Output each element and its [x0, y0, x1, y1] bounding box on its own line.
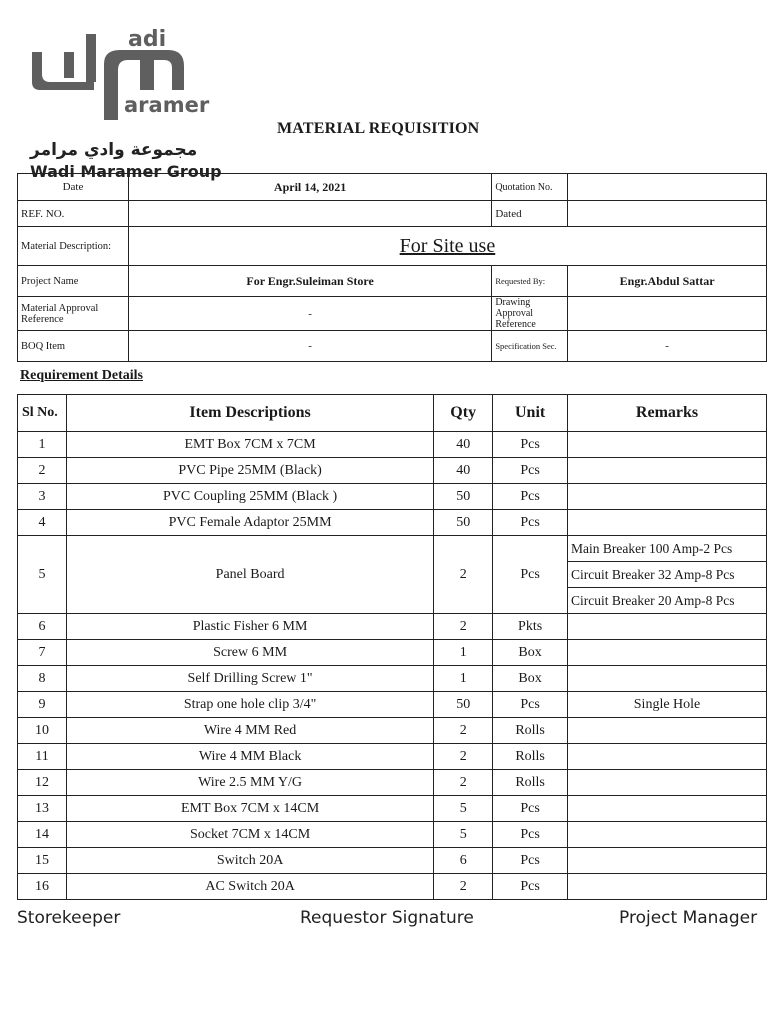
item-sl[interactable]: 1	[18, 432, 67, 458]
table-row	[18, 458, 767, 484]
requestor-signature-label: Requestor Signature	[300, 908, 474, 928]
item-desc[interactable]: PVC Pipe 25MM (Black)	[66, 458, 433, 484]
table-row	[18, 718, 767, 744]
header-info-table	[17, 173, 767, 362]
item-sl[interactable]: 4	[18, 510, 67, 536]
item-qty[interactable]: 2	[434, 718, 493, 744]
drawing-approval-label: Drawing Approval Reference	[492, 297, 568, 331]
table-row	[18, 874, 767, 900]
drawing-approval-value[interactable]	[568, 297, 767, 331]
specification-value[interactable]: -	[568, 331, 767, 362]
column-header-description: Item Descriptions	[66, 395, 433, 432]
item-qty[interactable]: 40	[434, 432, 493, 458]
item-sl[interactable]: 16	[18, 874, 67, 900]
company-logo	[28, 24, 248, 181]
column-header-unit: Unit	[493, 395, 568, 432]
logo-top-text: adi	[128, 27, 167, 52]
item-qty[interactable]: 40	[434, 458, 493, 484]
item-unit[interactable]: Pcs	[493, 458, 568, 484]
item-remarks[interactable]	[568, 874, 767, 900]
item-sl[interactable]: 14	[18, 822, 67, 848]
item-remarks[interactable]	[568, 770, 767, 796]
item-sl[interactable]: 8	[18, 666, 67, 692]
item-qty[interactable]: 2	[434, 536, 493, 614]
dated-label: Dated	[492, 201, 568, 227]
item-sl[interactable]: 10	[18, 718, 67, 744]
item-desc[interactable]: EMT Box 7CM x 14CM	[66, 796, 433, 822]
item-desc[interactable]: Screw 6 MM	[66, 640, 433, 666]
storekeeper-signature-label: Storekeeper	[17, 908, 121, 928]
item-qty[interactable]: 6	[434, 848, 493, 874]
item-remarks[interactable]	[568, 484, 767, 510]
logo-arabic-name: مجموعة وادي مرامر	[30, 140, 198, 160]
item-qty[interactable]: 2	[434, 770, 493, 796]
table-row	[18, 666, 767, 692]
item-remarks[interactable]: Single Hole	[568, 692, 767, 718]
item-sl[interactable]: 6	[18, 614, 67, 640]
column-header-sl: Sl No.	[18, 395, 67, 432]
item-sl[interactable]: 5	[18, 536, 67, 614]
table-row	[18, 614, 767, 640]
project-name-value[interactable]: For Engr.Suleiman Store	[128, 266, 491, 297]
item-unit[interactable]: Rolls	[493, 770, 568, 796]
item-qty[interactable]: 50	[434, 484, 493, 510]
item-qty[interactable]: 5	[434, 796, 493, 822]
requirement-items-table	[17, 394, 767, 900]
material-description-label: Material Description:	[18, 227, 129, 266]
item-unit[interactable]: Pcs	[493, 484, 568, 510]
item-remarks[interactable]	[568, 822, 767, 848]
table-row	[18, 744, 767, 770]
item-sl[interactable]: 2	[18, 458, 67, 484]
item-unit[interactable]: Pcs	[493, 432, 568, 458]
column-header-remarks: Remarks	[568, 395, 767, 432]
table-row	[18, 536, 767, 562]
item-desc[interactable]: PVC Female Adaptor 25MM	[66, 510, 433, 536]
item-desc[interactable]: Wire 2.5 MM Y/G	[66, 770, 433, 796]
item-sl[interactable]: 15	[18, 848, 67, 874]
material-approval-value[interactable]: -	[128, 297, 491, 331]
boq-item-label: BOQ Item	[18, 331, 129, 362]
requirement-details-heading: Requirement Details	[20, 368, 143, 383]
item-desc[interactable]: Wire 4 MM Black	[66, 744, 433, 770]
wadi-maramer-logo-icon	[28, 24, 248, 120]
item-desc[interactable]: Self Drilling Screw 1"	[66, 666, 433, 692]
item-sl[interactable]: 9	[18, 692, 67, 718]
item-unit[interactable]: Pcs	[493, 822, 568, 848]
item-qty[interactable]: 50	[434, 510, 493, 536]
requested-by-label: Requested By:	[492, 266, 568, 297]
item-unit[interactable]: Rolls	[493, 718, 568, 744]
item-qty[interactable]: 2	[434, 744, 493, 770]
item-desc[interactable]: Switch 20A	[66, 848, 433, 874]
table-row	[18, 796, 767, 822]
table-row	[18, 484, 767, 510]
item-qty[interactable]: 1	[434, 666, 493, 692]
item-sl[interactable]: 3	[18, 484, 67, 510]
item-remarks[interactable]	[568, 614, 767, 640]
table-row	[18, 640, 767, 666]
logo-group-name: Wadi Maramer Group	[30, 162, 222, 181]
document-title: MATERIAL REQUISITION	[277, 120, 480, 137]
item-unit[interactable]: Pkts	[493, 614, 568, 640]
item-unit[interactable]: Pcs	[493, 510, 568, 536]
item-qty[interactable]: 2	[434, 874, 493, 900]
table-row	[18, 848, 767, 874]
item-remarks[interactable]	[568, 666, 767, 692]
item-remarks[interactable]	[568, 510, 767, 536]
item-unit[interactable]: Box	[493, 666, 568, 692]
item-remarks[interactable]	[568, 640, 767, 666]
quotation-label: Quotation No.	[492, 174, 568, 201]
table-row	[18, 822, 767, 848]
item-remarks[interactable]	[568, 458, 767, 484]
logo-bottom-text: aramer	[124, 93, 210, 117]
material-approval-label: Material Approval Reference	[18, 297, 129, 331]
item-remarks[interactable]: Main Breaker 100 Amp-2 Pcs	[568, 536, 767, 562]
item-desc[interactable]: AC Switch 20A	[66, 874, 433, 900]
item-qty[interactable]: 50	[434, 692, 493, 718]
item-sl[interactable]: 13	[18, 796, 67, 822]
item-unit[interactable]: Pcs	[493, 874, 568, 900]
item-desc[interactable]: Panel Board	[66, 536, 433, 614]
item-desc[interactable]: Plastic Fisher 6 MM	[66, 614, 433, 640]
item-sl[interactable]: 11	[18, 744, 67, 770]
item-sl[interactable]: 7	[18, 640, 67, 666]
item-unit[interactable]: Box	[493, 640, 568, 666]
item-remarks[interactable]	[568, 744, 767, 770]
item-unit[interactable]: Pcs	[493, 796, 568, 822]
item-desc[interactable]: Wire 4 MM Red	[66, 718, 433, 744]
table-row	[18, 510, 767, 536]
specification-label: Specification Sec.	[492, 331, 568, 362]
item-desc[interactable]: Socket 7CM x 14CM	[66, 822, 433, 848]
requested-by-value[interactable]: Engr.Abdul Sattar	[568, 266, 767, 297]
item-qty[interactable]: 2	[434, 614, 493, 640]
date-value[interactable]: April 14, 2021	[128, 174, 491, 201]
boq-item-value[interactable]: -	[128, 331, 491, 362]
table-row	[18, 432, 767, 458]
item-desc[interactable]: PVC Coupling 25MM (Black )	[66, 484, 433, 510]
dated-value[interactable]	[568, 201, 767, 227]
item-remarks[interactable]	[568, 432, 767, 458]
date-label: Date	[18, 174, 129, 201]
item-unit[interactable]: Pcs	[493, 848, 568, 874]
item-remarks[interactable]	[568, 848, 767, 874]
item-remarks[interactable]	[568, 718, 767, 744]
item-unit[interactable]: Rolls	[493, 744, 568, 770]
column-header-qty: Qty	[434, 395, 493, 432]
project-name-label: Project Name	[18, 266, 129, 297]
ref-value[interactable]	[128, 201, 491, 227]
item-remarks[interactable]	[568, 796, 767, 822]
item-desc[interactable]: Strap one hole clip 3/4"	[66, 692, 433, 718]
item-desc[interactable]: EMT Box 7CM x 7CM	[66, 432, 433, 458]
material-description-value[interactable]: For Site use	[128, 227, 766, 266]
item-sl[interactable]: 12	[18, 770, 67, 796]
item-qty[interactable]: 5	[434, 822, 493, 848]
table-row	[18, 770, 767, 796]
item-qty[interactable]: 1	[434, 640, 493, 666]
project-manager-signature-label: Project Manager	[619, 908, 758, 928]
item-unit[interactable]: Pcs	[493, 536, 568, 614]
item-remarks[interactable]: Circuit Breaker 20 Amp-8 Pcs	[568, 588, 767, 614]
table-row	[18, 692, 767, 718]
item-unit[interactable]: Pcs	[493, 692, 568, 718]
item-remarks[interactable]: Circuit Breaker 32 Amp-8 Pcs	[568, 562, 767, 588]
quotation-value[interactable]	[568, 174, 767, 201]
ref-label: REF. NO.	[18, 201, 129, 227]
